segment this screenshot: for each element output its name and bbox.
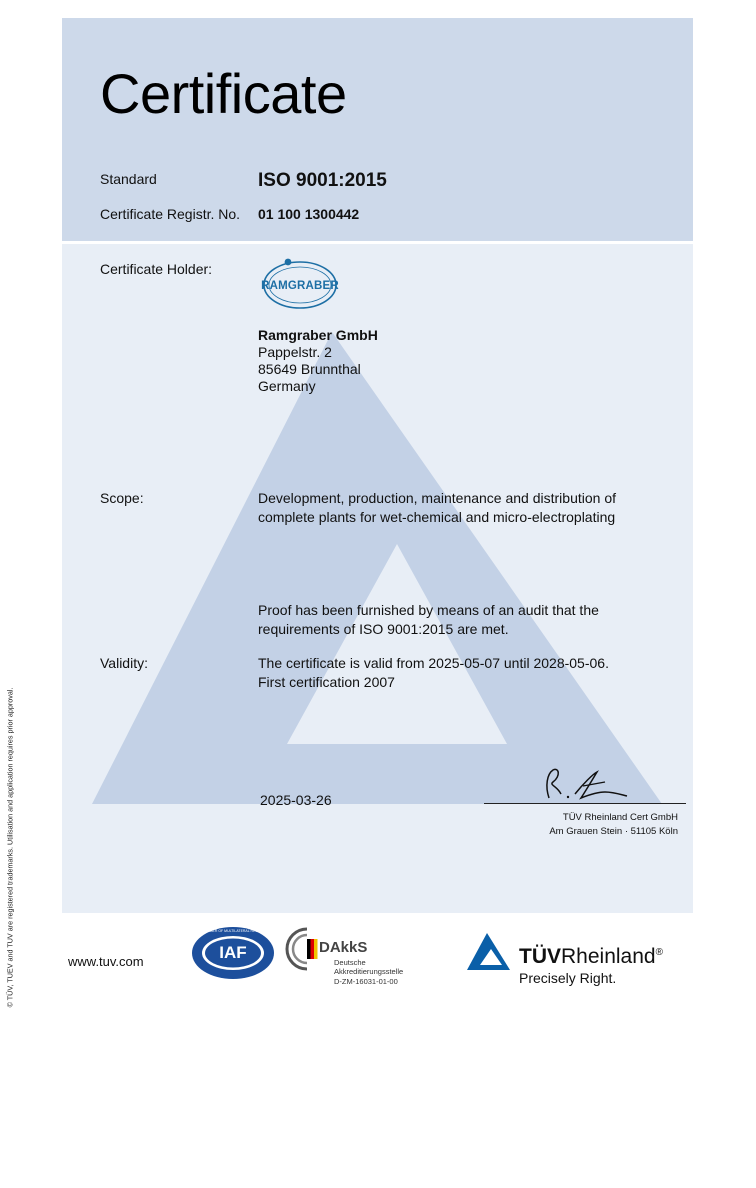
tuv-triangle-icon [466,932,512,972]
dakks-id: D-ZM-16031-01-00 [334,977,398,986]
tuv-brand [519,941,663,969]
signature [535,764,640,806]
issue-date: 2025-03-26 [260,792,332,808]
ramgraber-logo-text: RAMGRABER [261,280,339,292]
signature-line [484,803,686,804]
tuv-brand-bold: TÜV [519,945,561,968]
tuv-brand-rest: Rheinland [561,945,656,968]
standard-value: ISO 9001:2015 [258,170,387,191]
dakks-title: DAkkS [319,939,368,956]
holder-label: Certificate Holder: [100,261,213,277]
tuv-registered-mark: ® [655,947,663,958]
iaf-logo [190,925,304,981]
validity-line-1: The certificate is valid from 2025-05-07 until 2028-05-06. [258,655,609,671]
iaf-logo-text: IAF [219,943,247,962]
proof-line-1: Proof has been furnished by means of an audit that the [258,602,599,618]
holder-city: 85649 Brunnthal [258,361,361,377]
standard-label: Standard [100,171,157,187]
iaf-ring-text: MEMBER OF MULTILATERAL RECOGNITION ARRANGEMENT [202,929,304,933]
ramgraber-logo [252,252,348,314]
tuv-slogan: Precisely Right. [519,970,617,986]
holder-country: Germany [258,378,316,394]
validity-line-2: First certification 2007 [258,674,395,690]
website-link[interactable]: www.tuv.com [68,954,144,969]
page-title: Certificate [100,62,347,125]
dakks-logo [283,925,413,989]
registration-label: Certificate Registr. No. [100,206,241,222]
registration-value: 01 100 1300442 [258,206,360,222]
dakks-line-2: Akkreditierungsstelle [334,967,404,976]
scope-label: Scope: [100,490,144,506]
scope-line-1: Development, production, maintenance and distribution of [258,490,616,506]
issuer-name: TÜV Rheinland Cert GmbH [562,812,678,823]
issuer-address: Am Grauen Stein · 51105 Köln [549,826,678,837]
scope-line-2: complete plants for wet-chemical and micro-electroplating [258,509,616,525]
holder-name: Ramgraber GmbH [258,327,378,343]
dakks-line-1: Deutsche [334,958,366,967]
holder-street: Pappelstr. 2 [258,344,332,360]
trademark-notice: © TÜV, TUEV and TUV are registered trademarks. Utilisation and application requires prior approval. [5,687,15,1008]
proof-line-2: requirements of ISO 9001:2015 are met. [258,621,509,637]
validity-label: Validity: [100,655,148,671]
tuv-rheinland-logo [466,932,696,992]
